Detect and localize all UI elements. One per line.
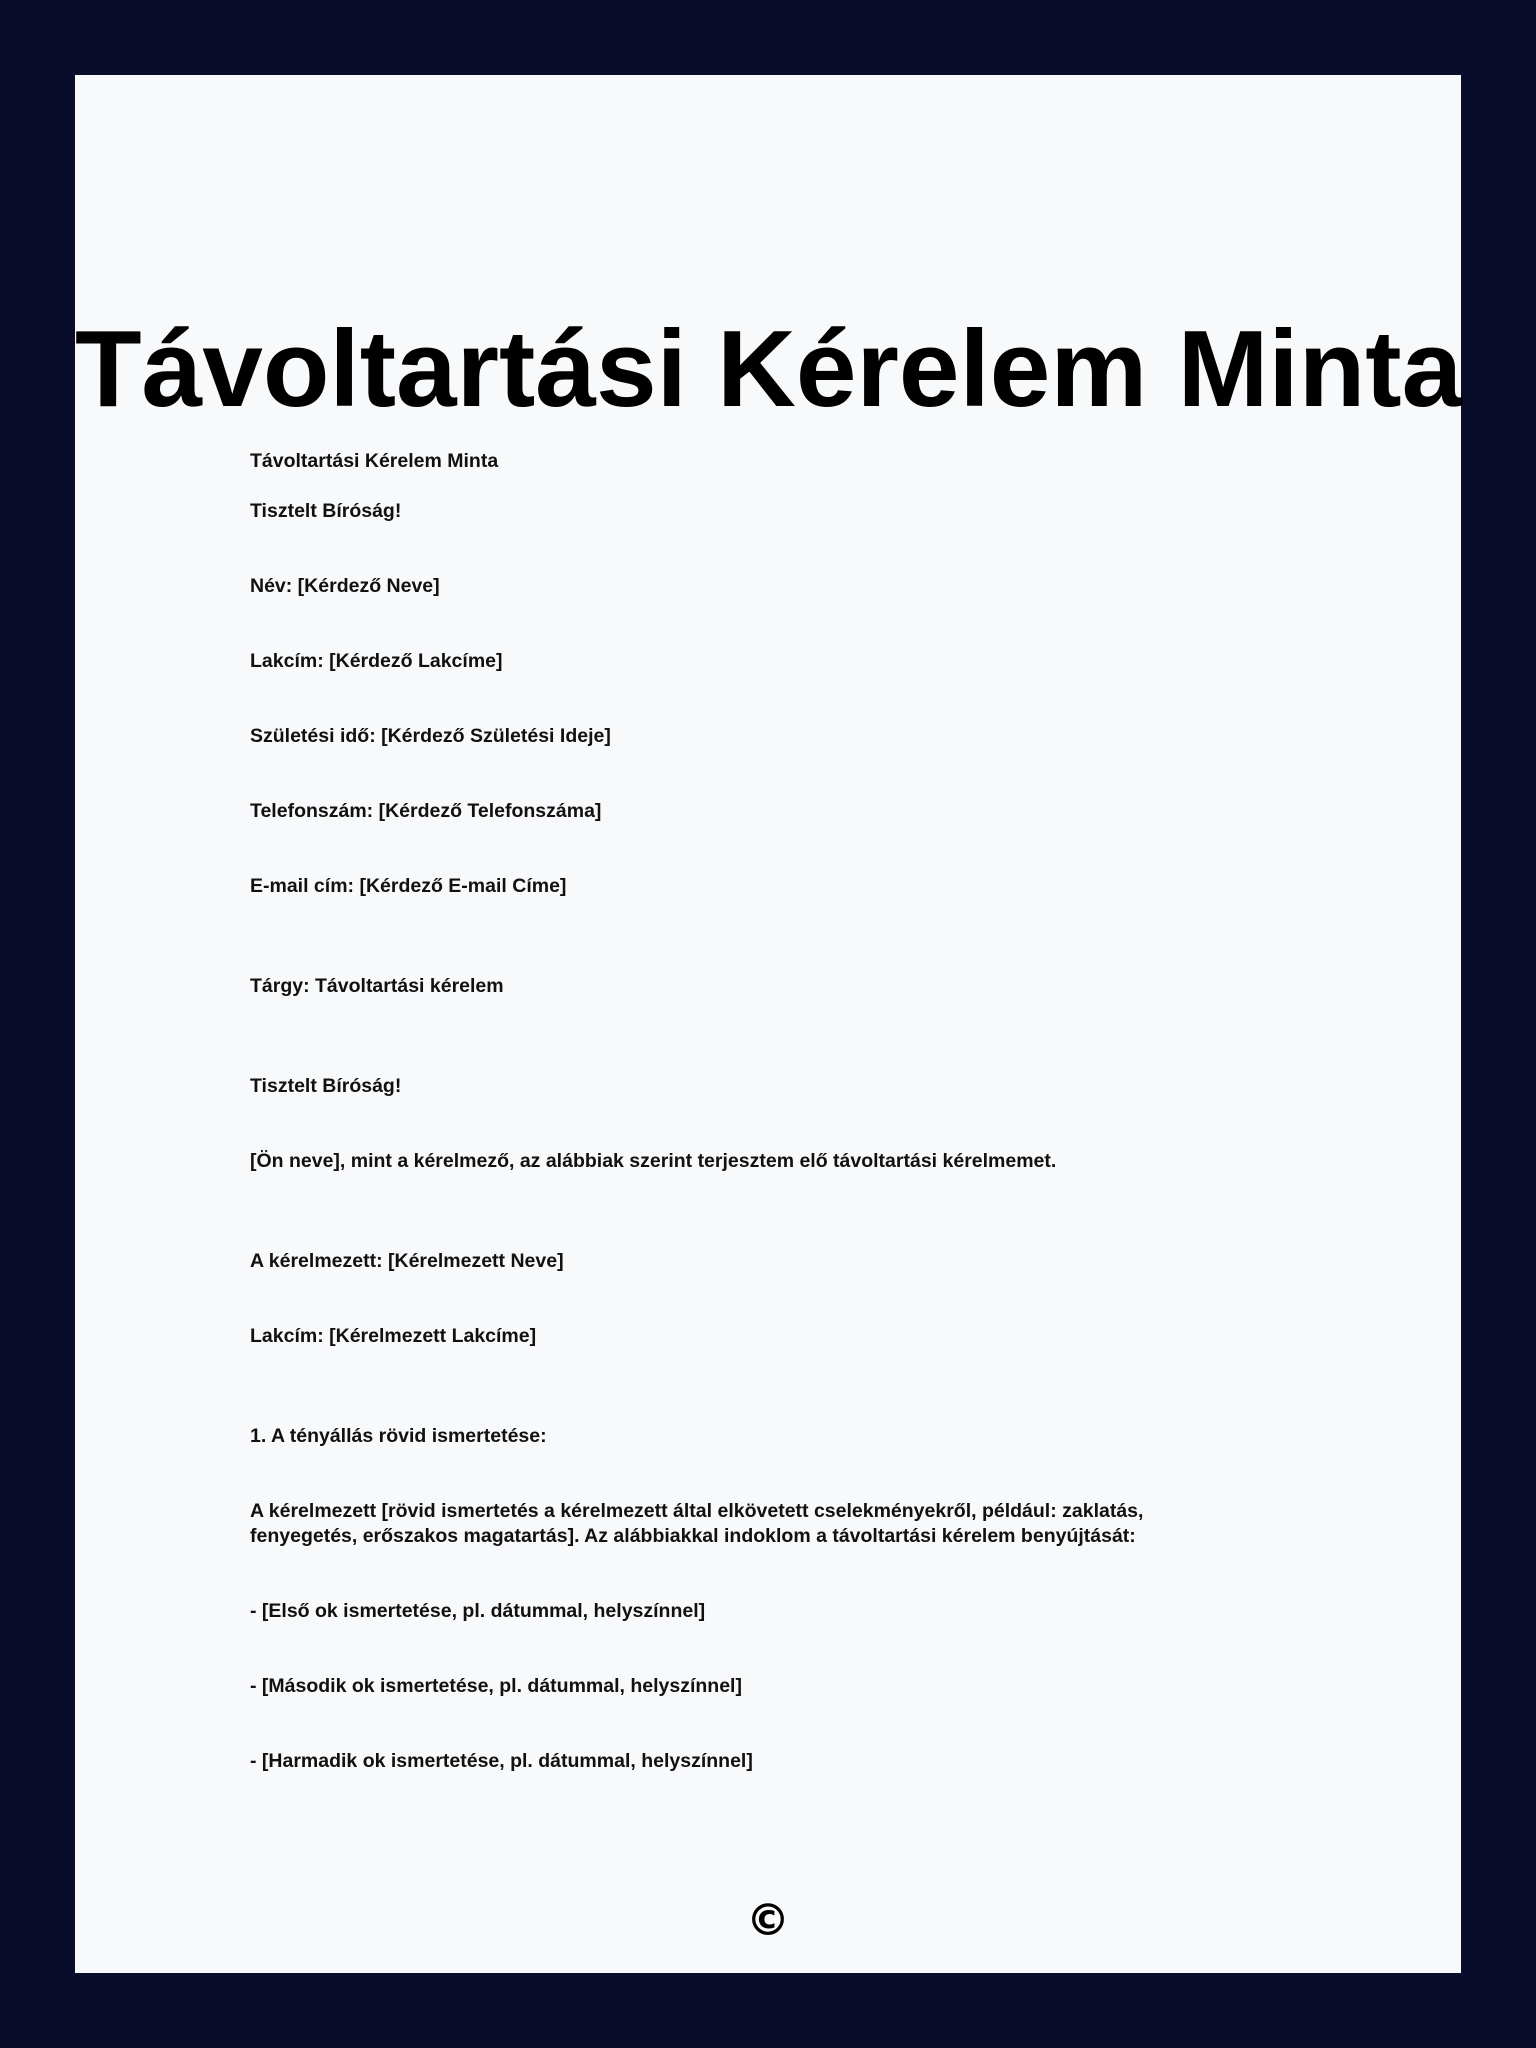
applicant-birth-date: Születési idő: [Kérdező Születési Ideje] <box>250 725 611 747</box>
salutation-second: Tisztelt Bíróság! <box>250 1075 402 1097</box>
salutation: Tisztelt Bíróság! <box>250 500 402 522</box>
page-title: Távoltartási Kérelem Minta <box>75 308 1463 430</box>
facts-paragraph: A kérelmezett [rövid ismertetés a kérelmezett által elkövetett cselekményekről, például: zaklatás, fenyegetés, erőszakos magatartás]. Az alábbiakkal indoklom a távoltartási kérelem benyújtását: <box>250 1500 1144 1547</box>
copyright-icon: © <box>746 1895 790 1946</box>
applicant-email: E-mail cím: [Kérdező E-mail Címe] <box>250 875 567 897</box>
reason-item: - [Harmadik ok ismertetése, pl. dátummal, helyszínnel] <box>250 1750 753 1772</box>
applicant-name: Név: [Kérdező Neve] <box>250 575 440 597</box>
reason-item: - [Második ok ismertetése, pl. dátummal, helyszínnel] <box>250 1675 742 1697</box>
applicant-phone: Telefonszám: [Kérdező Telefonszáma] <box>250 800 602 822</box>
document-page <box>75 75 1461 1973</box>
respondent-address: Lakcím: [Kérelmezett Lakcíme] <box>250 1325 537 1347</box>
reason-item: - [Első ok ismertetése, pl. dátummal, helyszínnel] <box>250 1600 706 1622</box>
subject-line: Tárgy: Távoltartási kérelem <box>250 975 504 997</box>
intro-paragraph: [Ön neve], mint a kérelmező, az alábbiak szerint terjesztem elő távoltartási kérelmemet. <box>250 1150 1057 1172</box>
applicant-address: Lakcím: [Kérdező Lakcíme] <box>250 650 503 672</box>
document-heading: Távoltartási Kérelem Minta <box>250 450 499 472</box>
section-heading: 1. A tényállás rövid ismertetése: <box>250 1425 547 1447</box>
respondent-name: A kérelmezett: [Kérelmezett Neve] <box>250 1250 564 1272</box>
